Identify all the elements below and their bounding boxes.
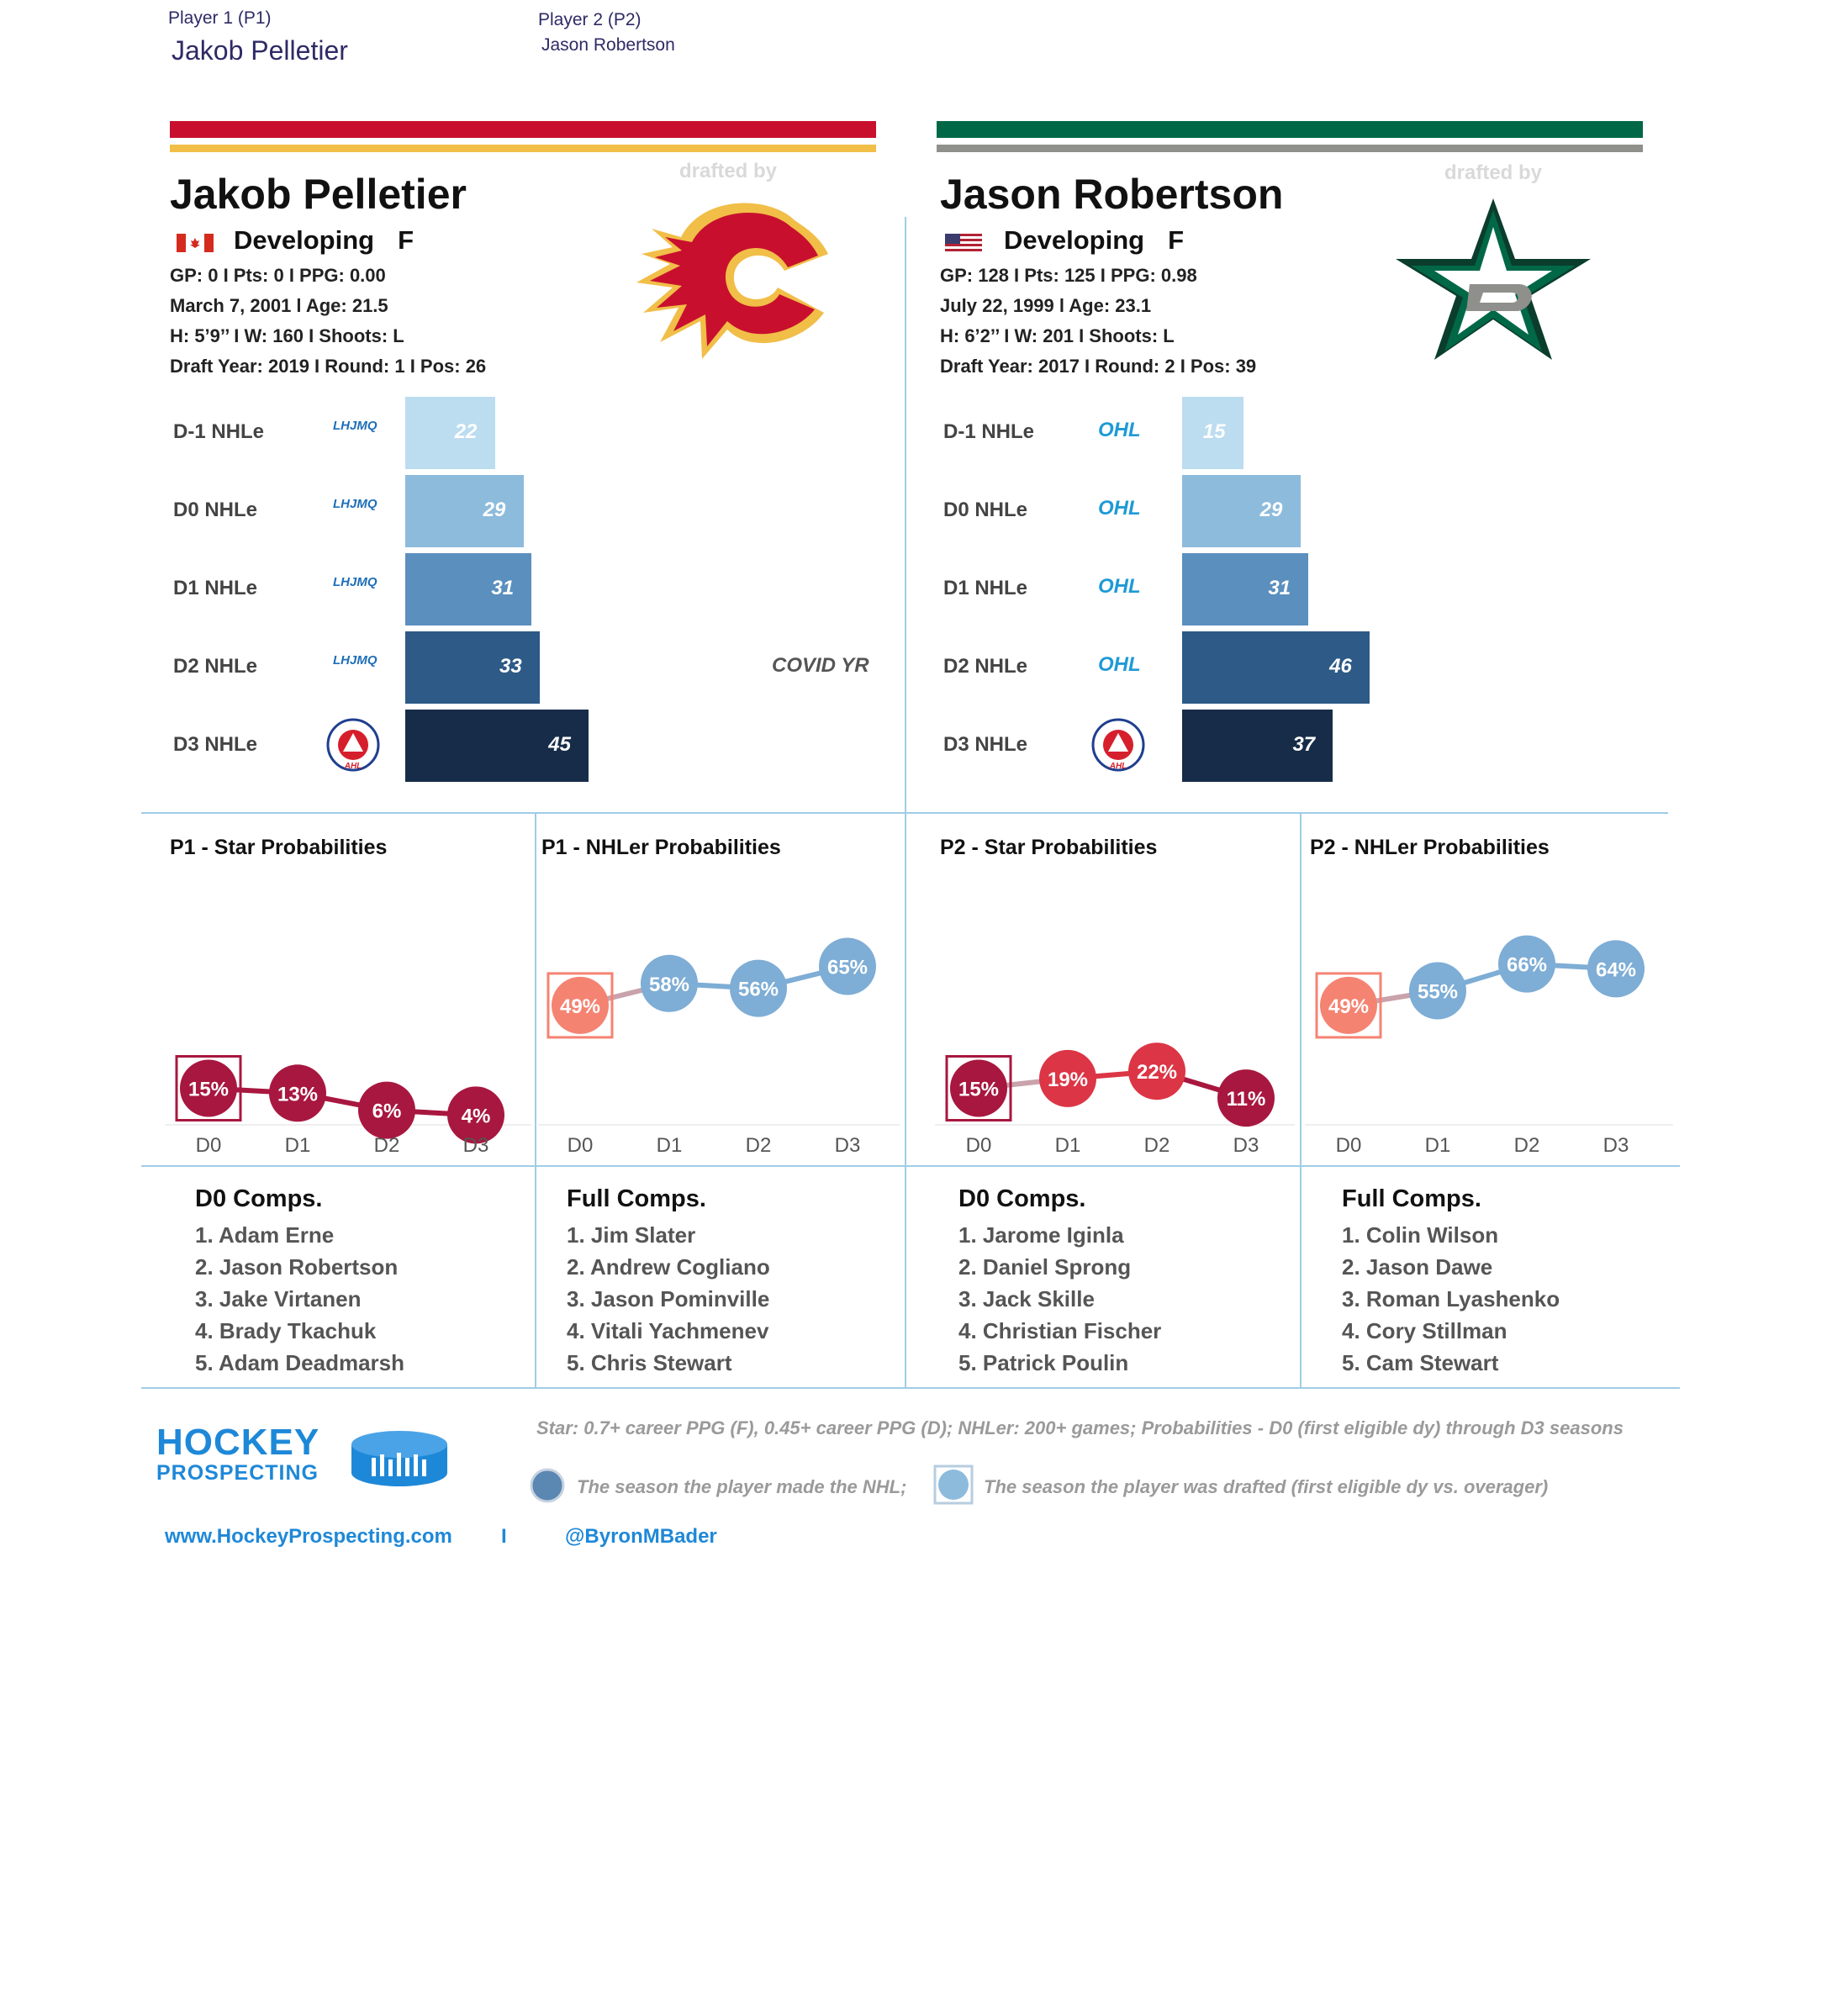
p2-draft-line: Draft Year: 2017 I Round: 2 I Pos: 39 (940, 356, 1257, 377)
p2-nhler-x-tick: D3 (1602, 1134, 1629, 1157)
legend-drafted-season-icon (933, 1465, 974, 1509)
p1-covid-note: COVID YR (772, 654, 869, 677)
comp-list-item: 3. Jack Skille (958, 1286, 1095, 1311)
p2-star-point-label: 19% (1047, 1068, 1089, 1091)
p2-star-x-tick: D3 (1233, 1134, 1259, 1157)
p2-stats-line: GP: 128 I Pts: 125 I PPG: 0.98 (940, 265, 1197, 286)
lhjmq-logo-icon: LHJMQ (333, 497, 378, 511)
comp-list-item: 2. Jason Dawe (1342, 1254, 1493, 1280)
p1-nhler-point-label: 49% (559, 995, 601, 1018)
p2-star-x-tick: D1 (1054, 1134, 1081, 1157)
hockey-prospecting-logo (156, 1424, 319, 1486)
p1-star-x-tick: D3 (462, 1134, 489, 1157)
p1-selector-label: Player 1 (P1) (168, 8, 272, 28)
p1-star-point-label: 13% (277, 1083, 319, 1106)
ohl-logo-icon: OHL (1098, 653, 1141, 676)
p1-nhler-x-tick: D2 (745, 1134, 772, 1157)
p2-nhler-x-tick: D1 (1424, 1134, 1451, 1157)
logo-text-line1: HOCKEY (156, 1422, 320, 1463)
p2-nhler-point-label: 64% (1595, 958, 1637, 982)
p1-nhle-value: 31 (491, 577, 515, 599)
p1-nhle-value: 45 (548, 733, 571, 756)
p1-star-x-tick: D1 (284, 1134, 311, 1157)
p1-nhler-point-label: 56% (737, 978, 779, 1001)
comp-list-item: 4. Vitali Yachmenev (567, 1318, 769, 1343)
comp-list-item: 4. Christian Fischer (958, 1318, 1162, 1343)
p2-nhle-label: D0 NHLe (943, 499, 1028, 521)
p2-star-x-tick: D0 (965, 1134, 992, 1157)
lhjmq-logo-icon: LHJMQ (333, 419, 378, 433)
p1-nhle-label: D0 NHLe (173, 499, 258, 521)
p1-nhle-label: D3 NHLe (173, 733, 258, 756)
divider-footer-top (141, 1387, 1680, 1389)
comp-list-item: 2. Daniel Sprong (958, 1254, 1132, 1280)
p1-body-line: H: 5’9’’ I W: 160 I Shoots: L (170, 325, 404, 346)
ohl-logo-icon: OHL (1098, 419, 1141, 441)
p1-nhle-value: 33 (499, 655, 522, 678)
p2-star-x-tick: D2 (1143, 1134, 1170, 1157)
p2-nhle-label: D1 NHLe (943, 577, 1028, 599)
p1-birth-line: March 7, 2001 l Age: 21.5 (170, 295, 388, 316)
comp-list-item: 3. Jason Pominville (567, 1286, 770, 1311)
p1-stats-line: GP: 0 I Pts: 0 I PPG: 0.00 (170, 265, 386, 286)
lhjmq-logo-icon: LHJMQ (333, 575, 378, 589)
p1-nhle-value: 22 (454, 420, 478, 443)
p1-star-point-label: 15% (187, 1078, 230, 1101)
p1-nhler-x-tick: D0 (567, 1134, 594, 1157)
p1-star-title: P1 - Star Probabilities (170, 836, 388, 859)
p2-nhle-value: 46 (1329, 655, 1352, 678)
p1-nhler-x-tick: D1 (656, 1134, 683, 1157)
comp-list-item: 1. Jarome Iginla (958, 1222, 1124, 1248)
comp-list-item: 3. Roman Lyashenko (1342, 1286, 1560, 1311)
p2-nhle-label: D-1 NHLe (943, 420, 1035, 443)
p2-star-point-label: 15% (958, 1078, 1000, 1101)
comp-list-item: 3. Jake Virtanen (195, 1286, 362, 1311)
p2-nhler-title: P2 - NHLer Probabilities (1310, 836, 1550, 859)
p2-nhler-x-tick: D0 (1335, 1134, 1362, 1157)
website-link[interactable]: www.HockeyProspecting.com (165, 1525, 452, 1548)
p2-nhler-point-label: 49% (1328, 995, 1370, 1018)
comp-list-item: 5. Patrick Poulin (958, 1350, 1129, 1375)
p1-selector[interactable]: Jakob Pelletier (172, 35, 348, 66)
p2-selector-label: Player 2 (P2) (538, 10, 642, 29)
ohl-logo-icon: OHL (1098, 497, 1141, 520)
comp-list-item: 2. Jason Robertson (195, 1254, 399, 1280)
comps-title: Full Comps. (1342, 1185, 1481, 1212)
p2-nhle-value: 29 (1259, 499, 1283, 521)
p2-player-name: Jason Robertson (940, 171, 1284, 218)
p2-nhle-value: 31 (1268, 577, 1291, 599)
comp-list-item: 5. Chris Stewart (567, 1350, 732, 1375)
svg-text:AHL: AHL (344, 762, 362, 771)
hockey-puck-icon (350, 1429, 449, 1492)
comp-list-item: 1. Colin Wilson (1342, 1222, 1499, 1248)
p1-star-x-tick: D2 (373, 1134, 400, 1157)
p2-nhle-value: 37 (1292, 733, 1316, 756)
p2-nhler-point-label: 55% (1417, 980, 1459, 1004)
p2-nhle-label: D2 NHLe (943, 655, 1028, 678)
comp-list-item: 1. Jim Slater (567, 1222, 696, 1248)
p2-nhle-value: 15 (1202, 420, 1226, 443)
footer-separator: I (501, 1525, 507, 1548)
p1-player-name: Jakob Pelletier (170, 171, 467, 218)
p2-star-point-label: 22% (1136, 1061, 1178, 1085)
p1-draft-line: Draft Year: 2019 I Round: 1 I Pos: 26 (170, 356, 487, 377)
comp-list-item: 4. Cory Stillman (1342, 1318, 1507, 1343)
p1-nhler-point-label: 65% (826, 956, 869, 979)
comp-list-item: 5. Adam Deadmarsh (195, 1350, 405, 1375)
p2-nhle-label: D3 NHLe (943, 733, 1028, 756)
p1-drafted-by: drafted by (679, 160, 778, 182)
p1-star-point-label: 6% (372, 1100, 402, 1123)
ohl-logo-icon: OHL (1098, 575, 1141, 598)
footer-note: Star: 0.7+ career PPG (F), 0.45+ career PPG (D); NHLer: 200+ games; Probabilities - D0 (first eligible dy) through D3 seasons (536, 1417, 1624, 1438)
p1-nhler-point-label: 58% (648, 973, 690, 996)
comp-list-item: 5. Cam Stewart (1342, 1350, 1499, 1375)
legend-drafted-season-text: The season the player was drafted (first eligible dy vs. overager) (984, 1476, 1549, 1497)
p2-birth-line: July 22, 1999 l Age: 23.1 (940, 295, 1152, 316)
p1-nhle-label: D1 NHLe (173, 577, 258, 599)
logo-text-line2: PROSPECTING (156, 1461, 319, 1485)
p1-star-x-tick: D0 (195, 1134, 222, 1157)
comp-list-item: 1. Adam Erne (195, 1222, 335, 1248)
twitter-link[interactable]: @ByronMBader (565, 1525, 717, 1548)
p2-star-point-label: 11% (1226, 1088, 1266, 1111)
p2-nhler-point-label: 66% (1506, 953, 1548, 977)
legend-nhl-season-icon (530, 1468, 565, 1507)
p1-status: Developing F (234, 225, 414, 255)
lhjmq-logo-icon: LHJMQ (333, 653, 378, 668)
comp-list-item: 2. Andrew Cogliano (567, 1254, 770, 1280)
p1-nhle-label: D-1 NHLe (173, 420, 265, 443)
p1-star-point-label: 4% (461, 1105, 491, 1128)
comps-title: D0 Comps. (195, 1185, 323, 1212)
p2-status: Developing F (1004, 225, 1185, 255)
p1-nhler-title: P1 - NHLer Probabilities (541, 836, 781, 859)
p1-nhle-label: D2 NHLe (173, 655, 258, 678)
legend-nhl-season-text: The season the player made the NHL; (577, 1476, 907, 1497)
p2-selector[interactable]: Jason Robertson (541, 35, 675, 55)
svg-text:AHL: AHL (1109, 762, 1127, 771)
comps-title: Full Comps. (567, 1185, 706, 1212)
p2-nhler-x-tick: D2 (1513, 1134, 1540, 1157)
comps-title: D0 Comps. (958, 1185, 1086, 1212)
p2-body-line: H: 6’2’’ I W: 201 I Shoots: L (940, 325, 1175, 346)
p2-drafted-by: drafted by (1444, 161, 1543, 184)
p1-nhler-x-tick: D3 (834, 1134, 861, 1157)
p1-nhle-value: 29 (483, 499, 506, 521)
comp-list-item: 4. Brady Tkachuk (195, 1318, 377, 1343)
p2-star-title: P2 - Star Probabilities (940, 836, 1158, 859)
